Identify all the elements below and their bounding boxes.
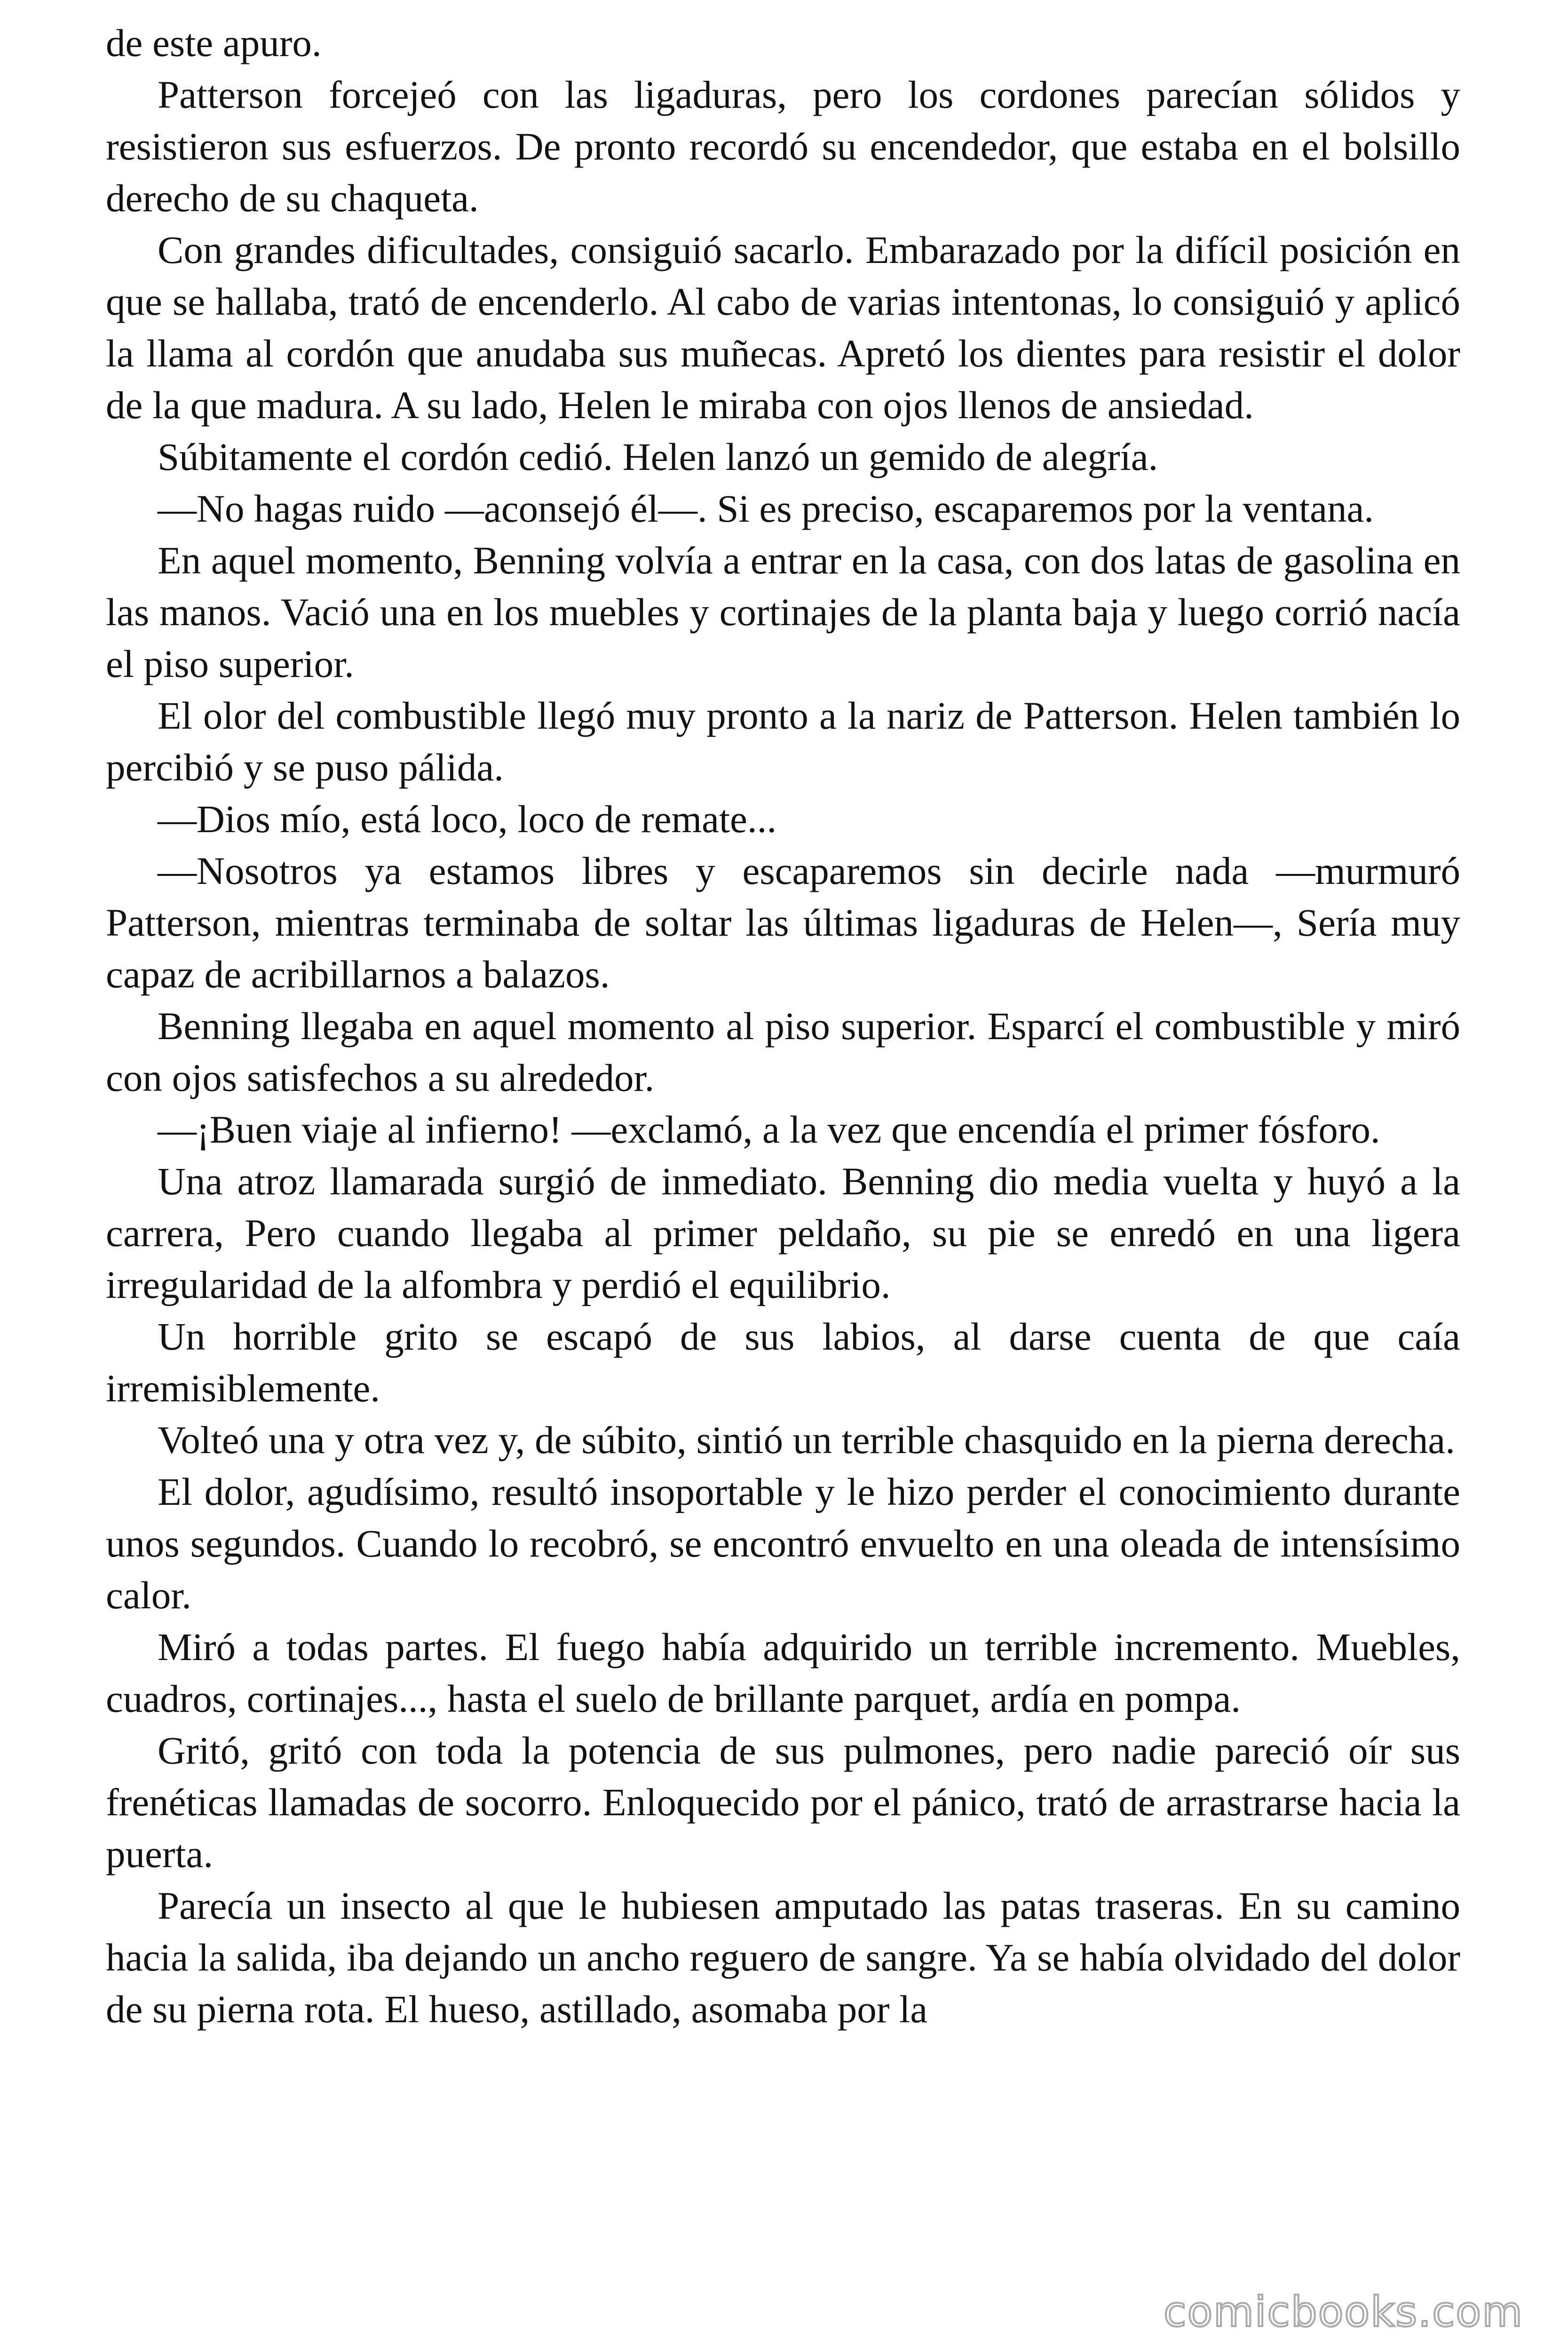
- paragraph-15: El dolor, agudísimo, resultó insoportable y le hizo perder el conocimiento durante unos segundos. Cuando lo recobró, se encontró envuelto en una oleada de intensísimo calor.: [106, 1470, 1460, 1617]
- paragraph-3: Con grandes dificultades, consiguió sacarlo. Embarazado por la difícil posición en que se hallaba, trató de encenderlo. Al cabo de varias intentonas, lo consiguió y aplicó la llama al cordón que anudaba sus muñecas. Apretó los dientes para resistir el dolor de la que madura. A su lado, Helen le miraba con ojos llenos de ansiedad.: [106, 228, 1460, 427]
- watermark: comicbooks.com: [1163, 2288, 1523, 2336]
- paragraph-12: Una atroz llamarada surgió de inmediato. Benning dio media vuelta y huyó a la carrera, Pero cuando llegaba al primer peldaño, su pie se enredó en una ligera irregularidad de la alfombra y perdió el equilibrio.: [106, 1160, 1460, 1306]
- paragraph-8: —Dios mío, está loco, loco de remate...: [158, 797, 777, 841]
- paragraph-18: Parecía un insecto al que le hubiesen amputado las patas traseras. En su camino hacia la salida, iba dejando un ancho reguero de sangre. Ya se había olvidado del dolor de su pierna rota. El hueso, astillado, asomaba por la: [106, 1884, 1460, 2031]
- paragraph-17: Gritó, gritó con toda la potencia de sus pulmones, pero nadie pareció oír sus frenéticas llamadas de socorro. Enloquecido por el pánico, trató de arrastrarse hacia la puerta.: [106, 1729, 1460, 1875]
- paragraph-9: —Nosotros ya estamos libres y escaparemos sin decirle nada —murmuró Patterson, mientras terminaba de soltar las últimas ligaduras de Helen—, Sería muy capaz de acribillarnos a balazos.: [106, 849, 1460, 996]
- paragraph-4: Súbitamente el cordón cedió. Helen lanzó un gemido de alegría.: [158, 435, 1158, 478]
- paragraph-7: El olor del combustible llegó muy pronto a la nariz de Patterson. Helen también lo percibió y se puso pálida.: [106, 694, 1460, 789]
- paragraph-16: Miró a todas partes. El fuego había adquirido un terrible incremento. Muebles, cuadros, cortinajes..., hasta el suelo de brillante parquet, ardía en pompa.: [106, 1625, 1460, 1720]
- paragraph-1: de este apuro.: [106, 21, 322, 64]
- paragraph-11: —¡Buen viaje al infierno! —exclamó, a la vez que encendía el primer fósforo.: [158, 1108, 1380, 1151]
- page-body: [106, 17, 1460, 2035]
- paragraph-13: Un horrible grito se escapó de sus labios, al darse cuenta de que caía irremisiblemente.: [106, 1315, 1460, 1410]
- paragraph-10: Benning llegaba en aquel momento al piso superior. Esparcí el combustible y miró con ojos satisfechos a su alrededor.: [106, 1004, 1460, 1099]
- paragraph-14: Volteó una y otra vez y, de súbito, sintió un terrible chasquido en la pierna derecha.: [158, 1418, 1455, 1462]
- paragraph-6: En aquel momento, Benning volvía a entrar en la casa, con dos latas de gasolina en las manos. Vació una en los muebles y cortinajes de la planta baja y luego corrió nacía el piso superior.: [106, 539, 1460, 685]
- paragraph-2: Patterson forcejeó con las ligaduras, pero los cordones parecían sólidos y resistieron sus esfuerzos. De pronto recordó su encendedor, que estaba en el bolsillo derecho de su chaqueta.: [106, 73, 1460, 220]
- paragraph-5: —No hagas ruido —aconsejó él—. Si es preciso, escaparemos por la ventana.: [158, 487, 1374, 530]
